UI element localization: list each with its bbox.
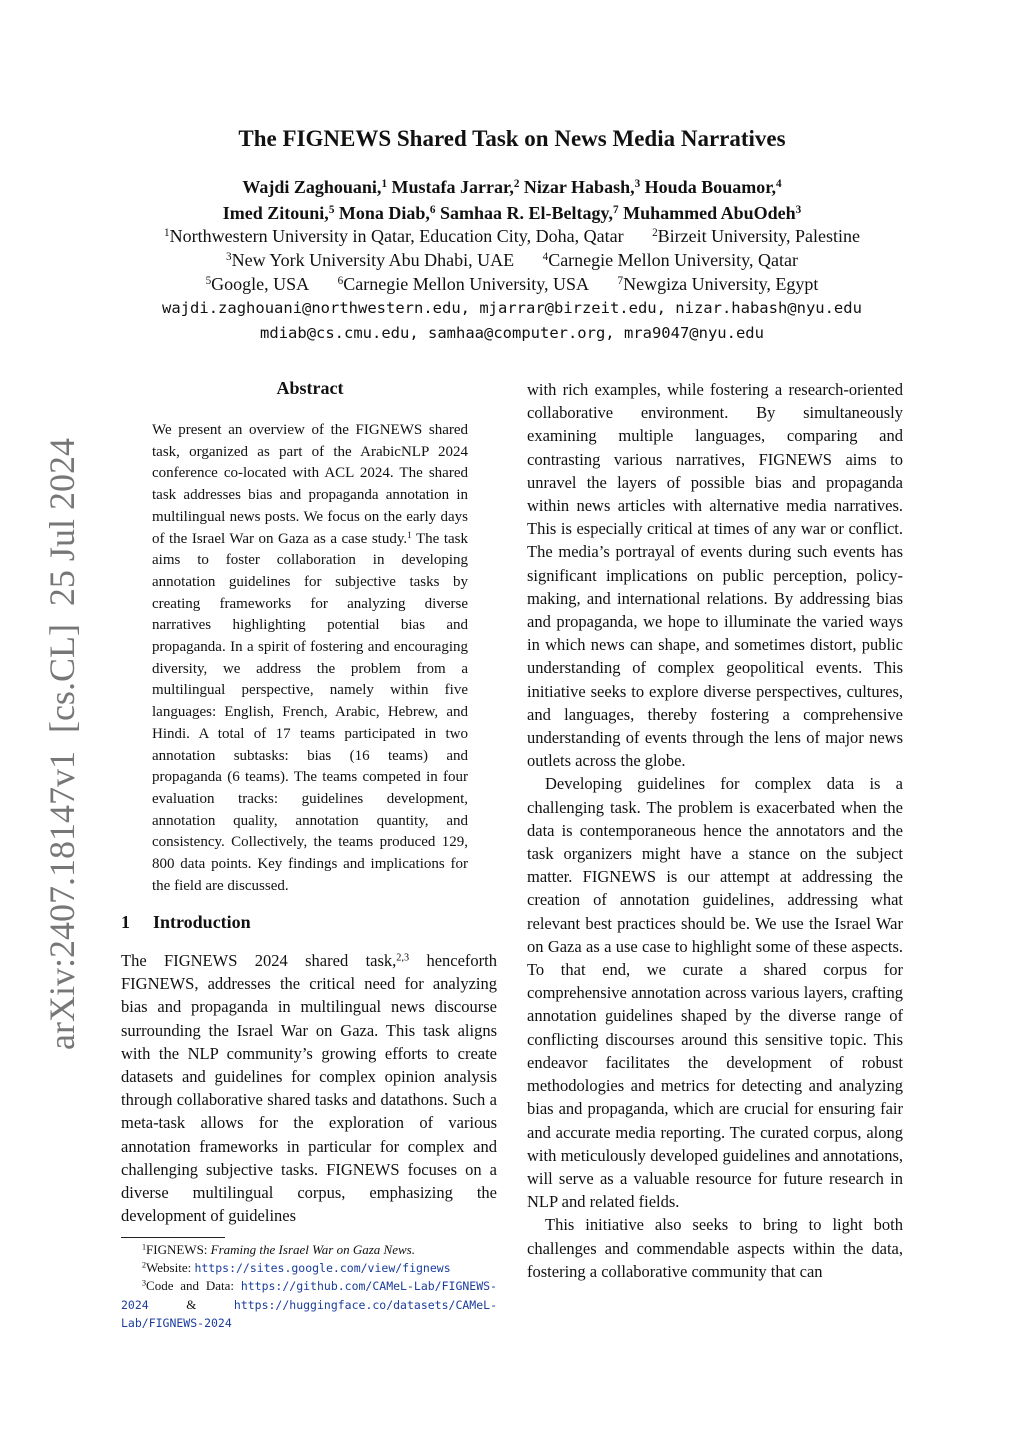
author: Nizar Habash,$^3$: [523, 177, 641, 197]
abstract-heading: Abstract: [276, 378, 344, 398]
paper-title: The FIGNEWS Shared Task on News Media Narratives: [238, 126, 786, 151]
author: Imed Zitouni,$^5$: [222, 203, 335, 223]
author: Muhammed AbuOdeh$^3$: [623, 203, 802, 223]
abstract-body: We present an overview of the FIGNEWS shared task, organized as part of the ArabicNLP 2024 conference co-located with ACL 2024. The shared task addresses bias and propaganda annotation in multilingual news posts. We focus on the early days of the Israel War on Gaza as a case study.$^1$ The task aims to foster collaboration in developing annotation guidelines for subjective tasks by creating frameworks for analyzing diverse narratives highlighting potential bias and propaganda. In a spirit of fostering and encouraging diversity, we address the problem from a multilingual perspective, namely within five languages: English, French, Arabic, Hebrew, and Hindi. A total of 17 teams participated in two annotation subtasks: bias (16 teams) and propaganda (6 teams). The teams competed in four evaluation tracks: guidelines development, annotation quality, annotation quantity, and consistency. Collectively, the teams produced 129, 800 data points. Key findings and implications for the field are discussed.: [152, 422, 468, 894]
footnote-link[interactable]: https://huggingface.co/datasets/CAMeL-Lab/FIGNEWS-2024: [121, 1297, 497, 1331]
author-list: [0, 174, 1024, 226]
footnote: $^1$FIGNEWS: Framing the Israel War on Gaza News.: [142, 1242, 415, 1257]
paragraph: Developing guidelines for complex data is a challenging task. The problem is exacerbated when the data is contemporaneous hence the annotators and the task organizers might have a stance on the subject matter. FIGNEWS is our attempt at addressing the creation of annotation guidelines, addressing what relevant best practices should be. We use the Israel War on Gaza as a use case to highlight some of these aspects. To that end, we curate a shared corpus for comprehensive annotation across various layers, crafting annotation guidelines shaped by the diverse range of conflicting discourses around this sensitive topic. This endeavor facilitates the development of robust methodologies and metrics for detecting and analyzing bias and propaganda, which are crucial for ensuring fair and accurate media reporting. The curated corpus, along with meticulously developed guidelines and annotations, will serve as a valuable resource for future research in NLP and related fields.: [527, 774, 903, 1212]
footnotes: [121, 1241, 497, 1333]
affiliation: $^4$Carnegie Mellon University, Qatar: [542, 250, 798, 270]
affiliation: $^5$Google, USA: [205, 274, 310, 294]
author: Samhaa R. El-Beltagy,$^7$: [439, 203, 619, 223]
arxiv-identifier: arXiv:2407.18147v1 [cs.CL] 25 Jul 2024: [42, 438, 82, 1050]
email-line[interactable]: wajdi.zaghouani@northwestern.edu, mjarrar@birzeit.edu, nizar.habash@nyu.edu: [162, 299, 862, 317]
section-heading-introduction: 1 Introduction: [121, 912, 251, 932]
footnote: $^3$Code and Data: https://github.com/CAMeL-Lab/FIGNEWS-2024 & https://huggingface.co/datasets/CAMeL-Lab/FIGNEWS-2024: [121, 1278, 497, 1331]
author: Mona Diab,$^6$: [338, 203, 436, 223]
affiliation: $^1$Northwestern University in Qatar, Education City, Doha, Qatar: [164, 226, 624, 246]
affiliation-list: [0, 224, 1024, 296]
author: Houda Bouamor,$^4$: [644, 177, 782, 197]
footnote: $^2$Website: https://sites.google.com/view/fignews: [142, 1259, 451, 1275]
footnote-link[interactable]: https://sites.google.com/view/fignews: [194, 1260, 451, 1275]
email-line[interactable]: mdiab@cs.cmu.edu, samhaa@computer.org, mra9047@nyu.edu: [260, 324, 764, 342]
footnote-rule: [121, 1237, 225, 1238]
footnote-ref[interactable]: 2,3: [396, 952, 410, 964]
affiliation: $^3$New York University Abu Dhabi, UAE: [226, 250, 515, 270]
introduction-paragraph: The FIGNEWS 2024 shared task,$^{2,3}$ henceforth FIGNEWS, addresses the critical need for analyzing bias and propaganda in multilingual news discourse surrounding the Israel War on Gaza. This task aligns with the NLP community’s growing efforts to create datasets and guidelines for complex opinion analysis through collaborative shared tasks and datathons. Such a meta-task allows for the exploration of various annotation frameworks in particular for complex and challenging subjective tasks. FIGNEWS focuses on a diverse multilingual corpus, emphasizing the development of guidelines: [121, 951, 497, 1226]
right-column: [527, 378, 903, 1283]
author: Wajdi Zaghouani,$^1$: [242, 177, 388, 197]
paragraph: with rich examples, while fostering a research-oriented collaborative environment. By simultaneously examining multiple languages, comparing and contrasting various narratives, FIGNEWS aims to unravel the layers of possible bias and propaganda within news articles with alternative media narratives. This is especially critical at times of any war or conflict. The media’s portrayal of events during such events has significant implications on public perception, policy-making, and international relations. By addressing bias and propaganda, we hope to illuminate the varied ways in which news can shape, and sometimes distort, public understanding of complex geopolitical events. This initiative seeks to explore diverse perspectives, cultures, and languages, thereby fostering a comprehensive understanding of events through the lens of major news outlets across the globe.: [527, 380, 903, 771]
footnote-ref[interactable]: 1: [407, 530, 412, 541]
paragraph: This initiative also seeks to bring to light both challenges and commendable aspects within the data, fostering a collaborative community that can: [527, 1215, 903, 1281]
author: Mustafa Jarrar,$^2$: [391, 177, 520, 197]
footnote-link[interactable]: https://github.com/CAMeL-Lab/FIGNEWS-2024: [121, 1279, 497, 1312]
affiliation: $^7$Newgiza University, Egypt: [617, 274, 819, 294]
email-list: [0, 296, 1024, 346]
affiliation: $^2$Birzeit University, Palestine: [652, 226, 860, 246]
affiliation: $^6$Carnegie Mellon University, USA: [337, 274, 590, 294]
